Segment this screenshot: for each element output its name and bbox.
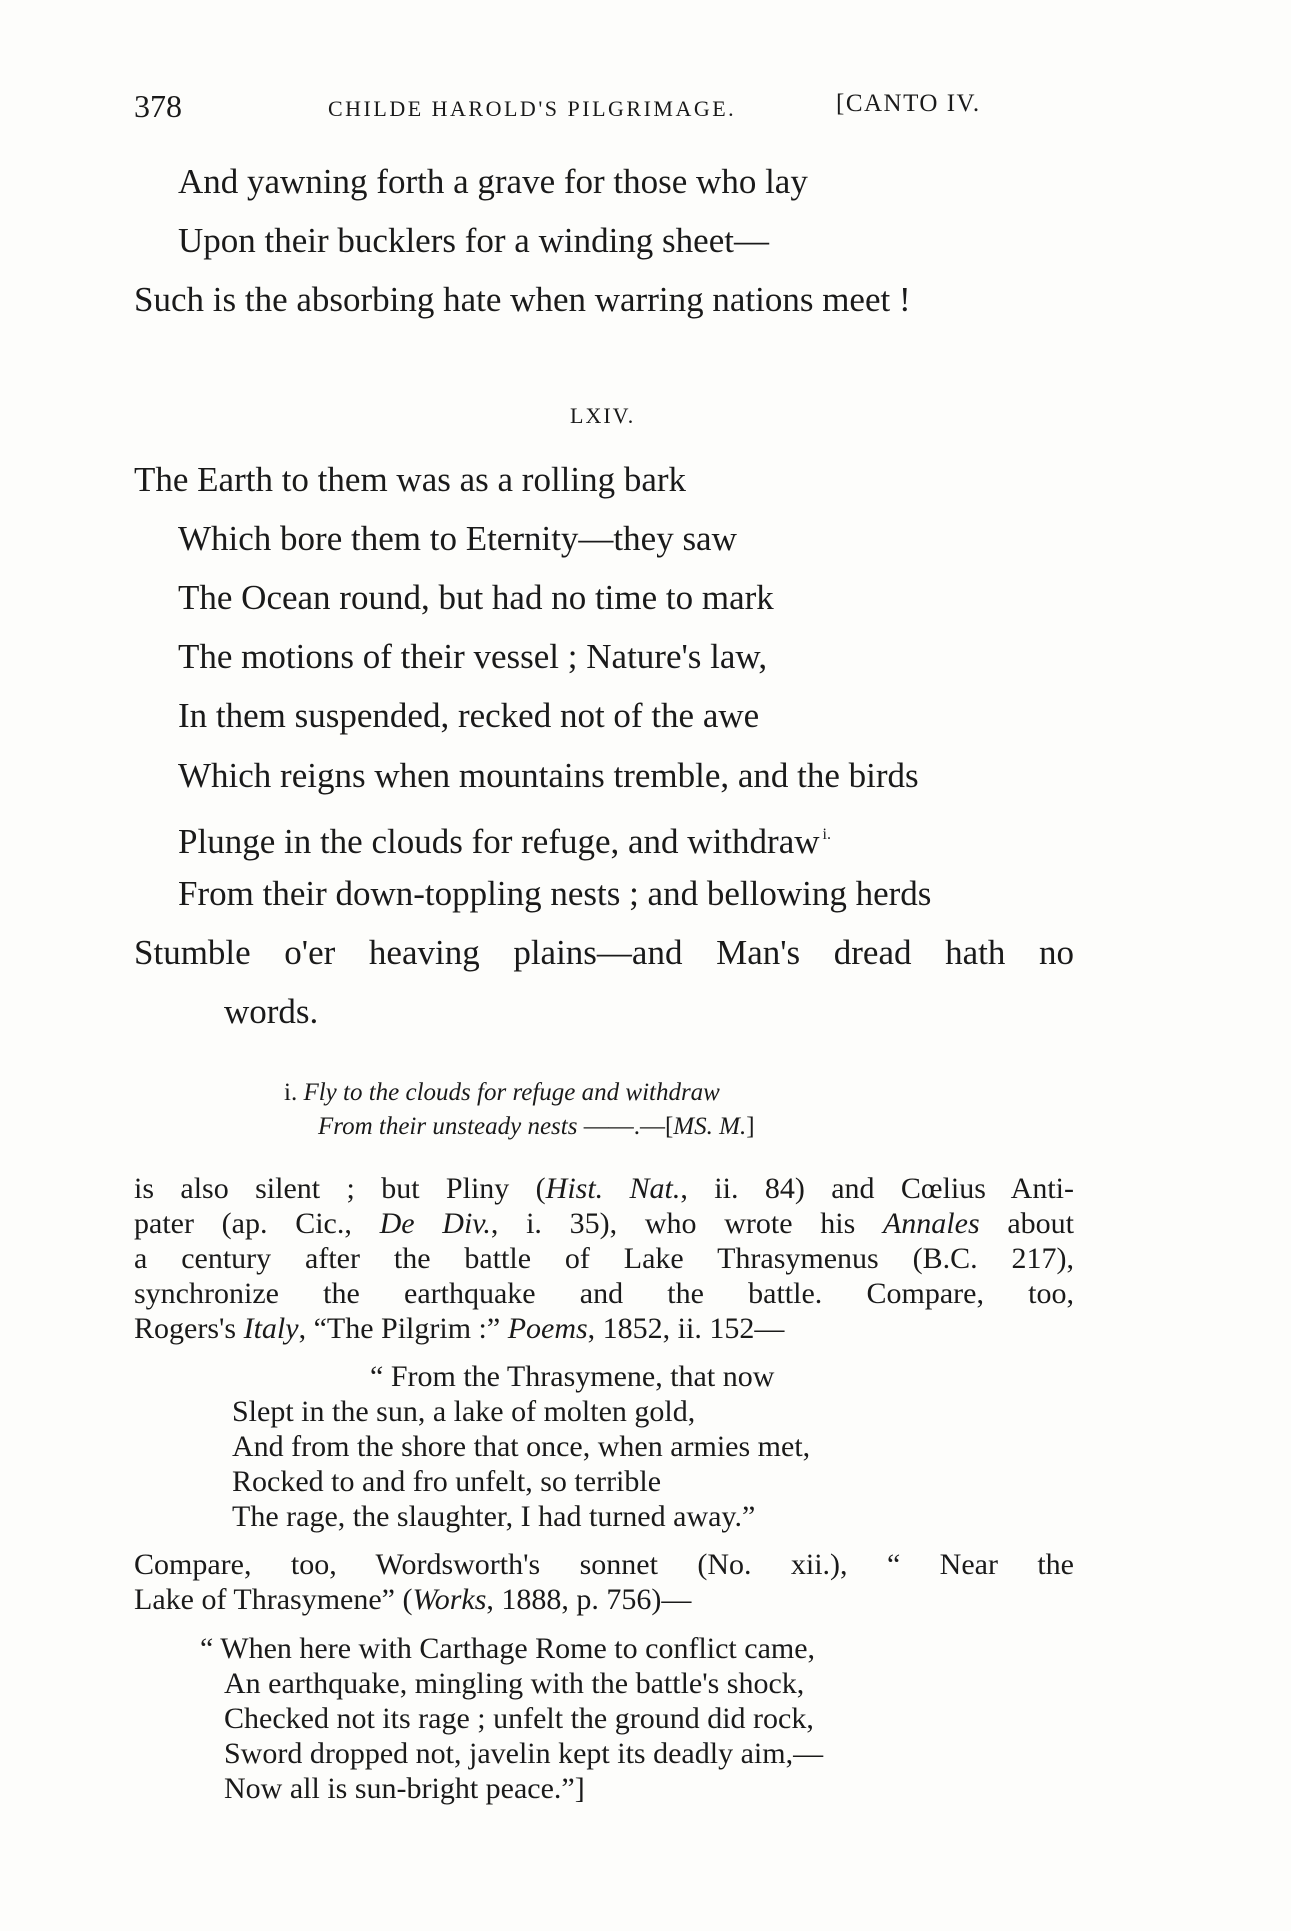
- stanza-number: LXIV.: [570, 403, 636, 428]
- stanza-line: The motions of their vessel ; Nature's law,: [178, 637, 768, 676]
- note-line: Rogers's Italy, “The Pilgrim :” Poems, 1852, ii. 152—: [134, 1312, 785, 1345]
- stanza-line: Stumble o'er heaving plains—and Man's dread hath no: [134, 933, 1074, 972]
- footnote-marker: i.: [822, 826, 831, 843]
- stanza-line: The Earth to them was as a rolling bark: [134, 460, 687, 499]
- note-line: a century after the battle of Lake Thrasymenus (B.C. 217),: [134, 1242, 1074, 1275]
- variant-label: i.: [284, 1079, 298, 1106]
- quote-line: Checked not its rage ; unfelt the ground did rock,: [224, 1702, 814, 1735]
- running-header: [134, 88, 1074, 128]
- stanza-line-turnover: words.: [224, 992, 319, 1031]
- note-line: is also silent ; but Pliny (Hist. Nat., ii. 84) and Cœlius Anti-: [134, 1172, 1074, 1205]
- manuscript-source: MS. M.: [673, 1113, 747, 1140]
- quote-line: Rocked to and fro unfelt, so terrible: [232, 1465, 662, 1498]
- note-line: Compare, too, Wordsworth's sonnet (No. xii.), “ Near the: [134, 1548, 1074, 1581]
- variant-note-line: i. Fly to the clouds for refuge and withdraw: [284, 1079, 720, 1106]
- quote-line: The rage, the slaughter, I had turned away.”: [232, 1500, 756, 1533]
- quote-line: “ When here with Carthage Rome to conflict came,: [200, 1632, 816, 1665]
- running-title: CHILDE HAROLD'S PILGRIMAGE.: [328, 96, 737, 121]
- quote-line: An earthquake, mingling with the battle's shock,: [224, 1667, 805, 1700]
- note-line: synchronize the earthquake and the battle. Compare, too,: [134, 1277, 1074, 1310]
- stanza-line: Which bore them to Eternity—they saw: [178, 519, 737, 558]
- page-number: 378: [134, 88, 182, 124]
- quote-line: “ From the Thrasymene, that now: [370, 1360, 775, 1393]
- stanza-line: The Ocean round, but had no time to mark: [178, 578, 774, 617]
- quote-line: And from the shore that once, when armies met,: [232, 1430, 811, 1463]
- poem-line: Upon their bucklers for a winding sheet—: [178, 221, 769, 260]
- note-line: Lake of Thrasymene” (Works, 1888, p. 756)—: [134, 1583, 692, 1616]
- stanza-line: From their down-toppling nests ; and bellowing herds: [178, 874, 932, 913]
- stanza-line: Which reigns when mountains tremble, and the birds: [178, 756, 919, 795]
- variant-note-line: From their unsteady nests ——.—[MS. M.]: [318, 1113, 755, 1140]
- quote-line: Now all is sun-bright peace.”]: [224, 1772, 585, 1805]
- quote-line: Sword dropped not, javelin kept its deadly aim,—: [224, 1737, 824, 1770]
- stanza-line: Plunge in the clouds for refuge, and withdraw $^{i.}$: [178, 822, 831, 861]
- poem-line: Such is the absorbing hate when warring nations meet !: [134, 280, 911, 319]
- poem-line: And yawning forth a grave for those who lay: [178, 162, 808, 201]
- canto-label: [CANTO IV.: [836, 90, 981, 117]
- stanza-line: In them suspended, recked not of the awe: [178, 696, 760, 735]
- quote-line: Slept in the sun, a lake of molten gold,: [232, 1395, 696, 1428]
- note-line: pater (ap. Cic., De Div., i. 35), who wrote his Annales about: [134, 1207, 1075, 1240]
